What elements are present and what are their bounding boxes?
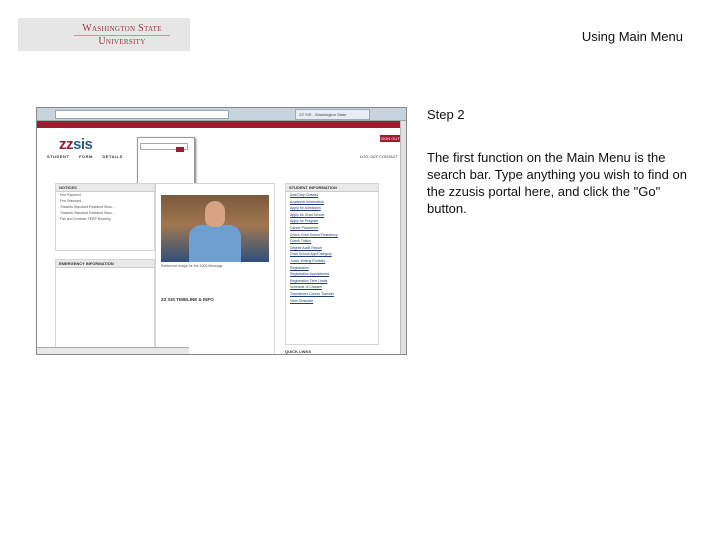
zzusis-logo <box>59 136 92 153</box>
nav-item-form: FORM <box>79 154 93 159</box>
emergency-title: EMERGENCY INFORMATION <box>56 260 154 268</box>
logo-sis: sis <box>73 136 93 153</box>
emergency-panel <box>55 259 155 355</box>
logo-zz: zz <box>59 136 73 153</box>
portal-page <box>37 121 406 354</box>
student-links-list <box>286 192 378 304</box>
student-link: Registration Time Limits <box>290 278 328 283</box>
address-bar <box>55 110 229 119</box>
student-link: Degree Audit Report <box>290 245 322 250</box>
zz-timeline-heading: ZZ SIS TIMELINE & INFO <box>161 297 214 302</box>
student-link: Registration Appointment <box>290 272 330 277</box>
student-link: Junior Writing Portfolio <box>290 258 326 263</box>
photo-caption: Reference image for the 2009 Message <box>161 264 223 268</box>
news-panel <box>155 183 275 355</box>
student-link: Apply for Program <box>290 219 319 224</box>
nav-item-details: DETAILS <box>102 154 123 159</box>
portal-screenshot <box>36 107 407 355</box>
student-link: Schedule of Classes <box>290 285 322 290</box>
student-link: Registration <box>290 265 309 270</box>
step-description: The first function on the Main Menu is the search bar. Type anything you wish to find on the zzusis portal here, and click the "Go" button. <box>427 150 687 216</box>
portal-nav <box>47 154 131 159</box>
portal-right-links: LOG OUT CONTACT <box>359 154 398 159</box>
slide-title: Using Main Menu <box>581 29 683 44</box>
notice-item: Fee Standard... <box>60 199 85 203</box>
go-button <box>176 147 184 152</box>
notices-title: NOTICES <box>56 184 154 192</box>
notice-item: Towards Standard Resident Sess... <box>60 211 115 215</box>
page-scrollbar <box>400 121 406 354</box>
notice-item: Fall and Summer FERP Booking <box>60 217 111 221</box>
browser-status-bar <box>37 347 189 354</box>
student-link: Check Grad School Residency <box>290 232 338 237</box>
quick-links-heading: QUICK LINKS <box>285 349 311 354</box>
student-link: Check Tuition <box>290 239 312 244</box>
logo-line2: University <box>74 35 170 47</box>
student-info-panel <box>285 183 379 345</box>
notice-item: Towards Standard Resident Sess... <box>60 205 115 209</box>
student-info-title: STUDENT INFORMATION <box>286 184 378 192</box>
student-link: Academic Information <box>290 199 324 204</box>
portal-top-bar <box>37 121 406 128</box>
student-link: Add/Drop Classes <box>290 193 319 197</box>
step-title: Step 2 <box>427 107 465 122</box>
student-link: Apply for Admission <box>290 206 321 211</box>
nav-item-student: STUDENT <box>47 154 70 159</box>
student-link: Grad School App/Category <box>290 252 332 257</box>
notice-item: Fee Payment <box>60 193 81 197</box>
notices-panel <box>55 183 155 251</box>
student-link: View Schedule <box>290 298 314 303</box>
student-photo <box>161 195 269 262</box>
student-link: Transferred Course Transfer <box>290 291 335 296</box>
photo-shirt <box>189 225 241 262</box>
photo-face <box>205 201 225 227</box>
wsu-logo <box>18 18 190 51</box>
browser-tab: ZZ SIS - Washington State <box>295 109 370 120</box>
student-link: Apply for Grad School <box>290 212 325 217</box>
sign-out-button: SIGN OUT <box>380 136 400 141</box>
student-link: Career Placement <box>290 225 319 230</box>
logo-line1: Washington State <box>82 23 162 34</box>
browser-toolbar <box>37 108 406 121</box>
